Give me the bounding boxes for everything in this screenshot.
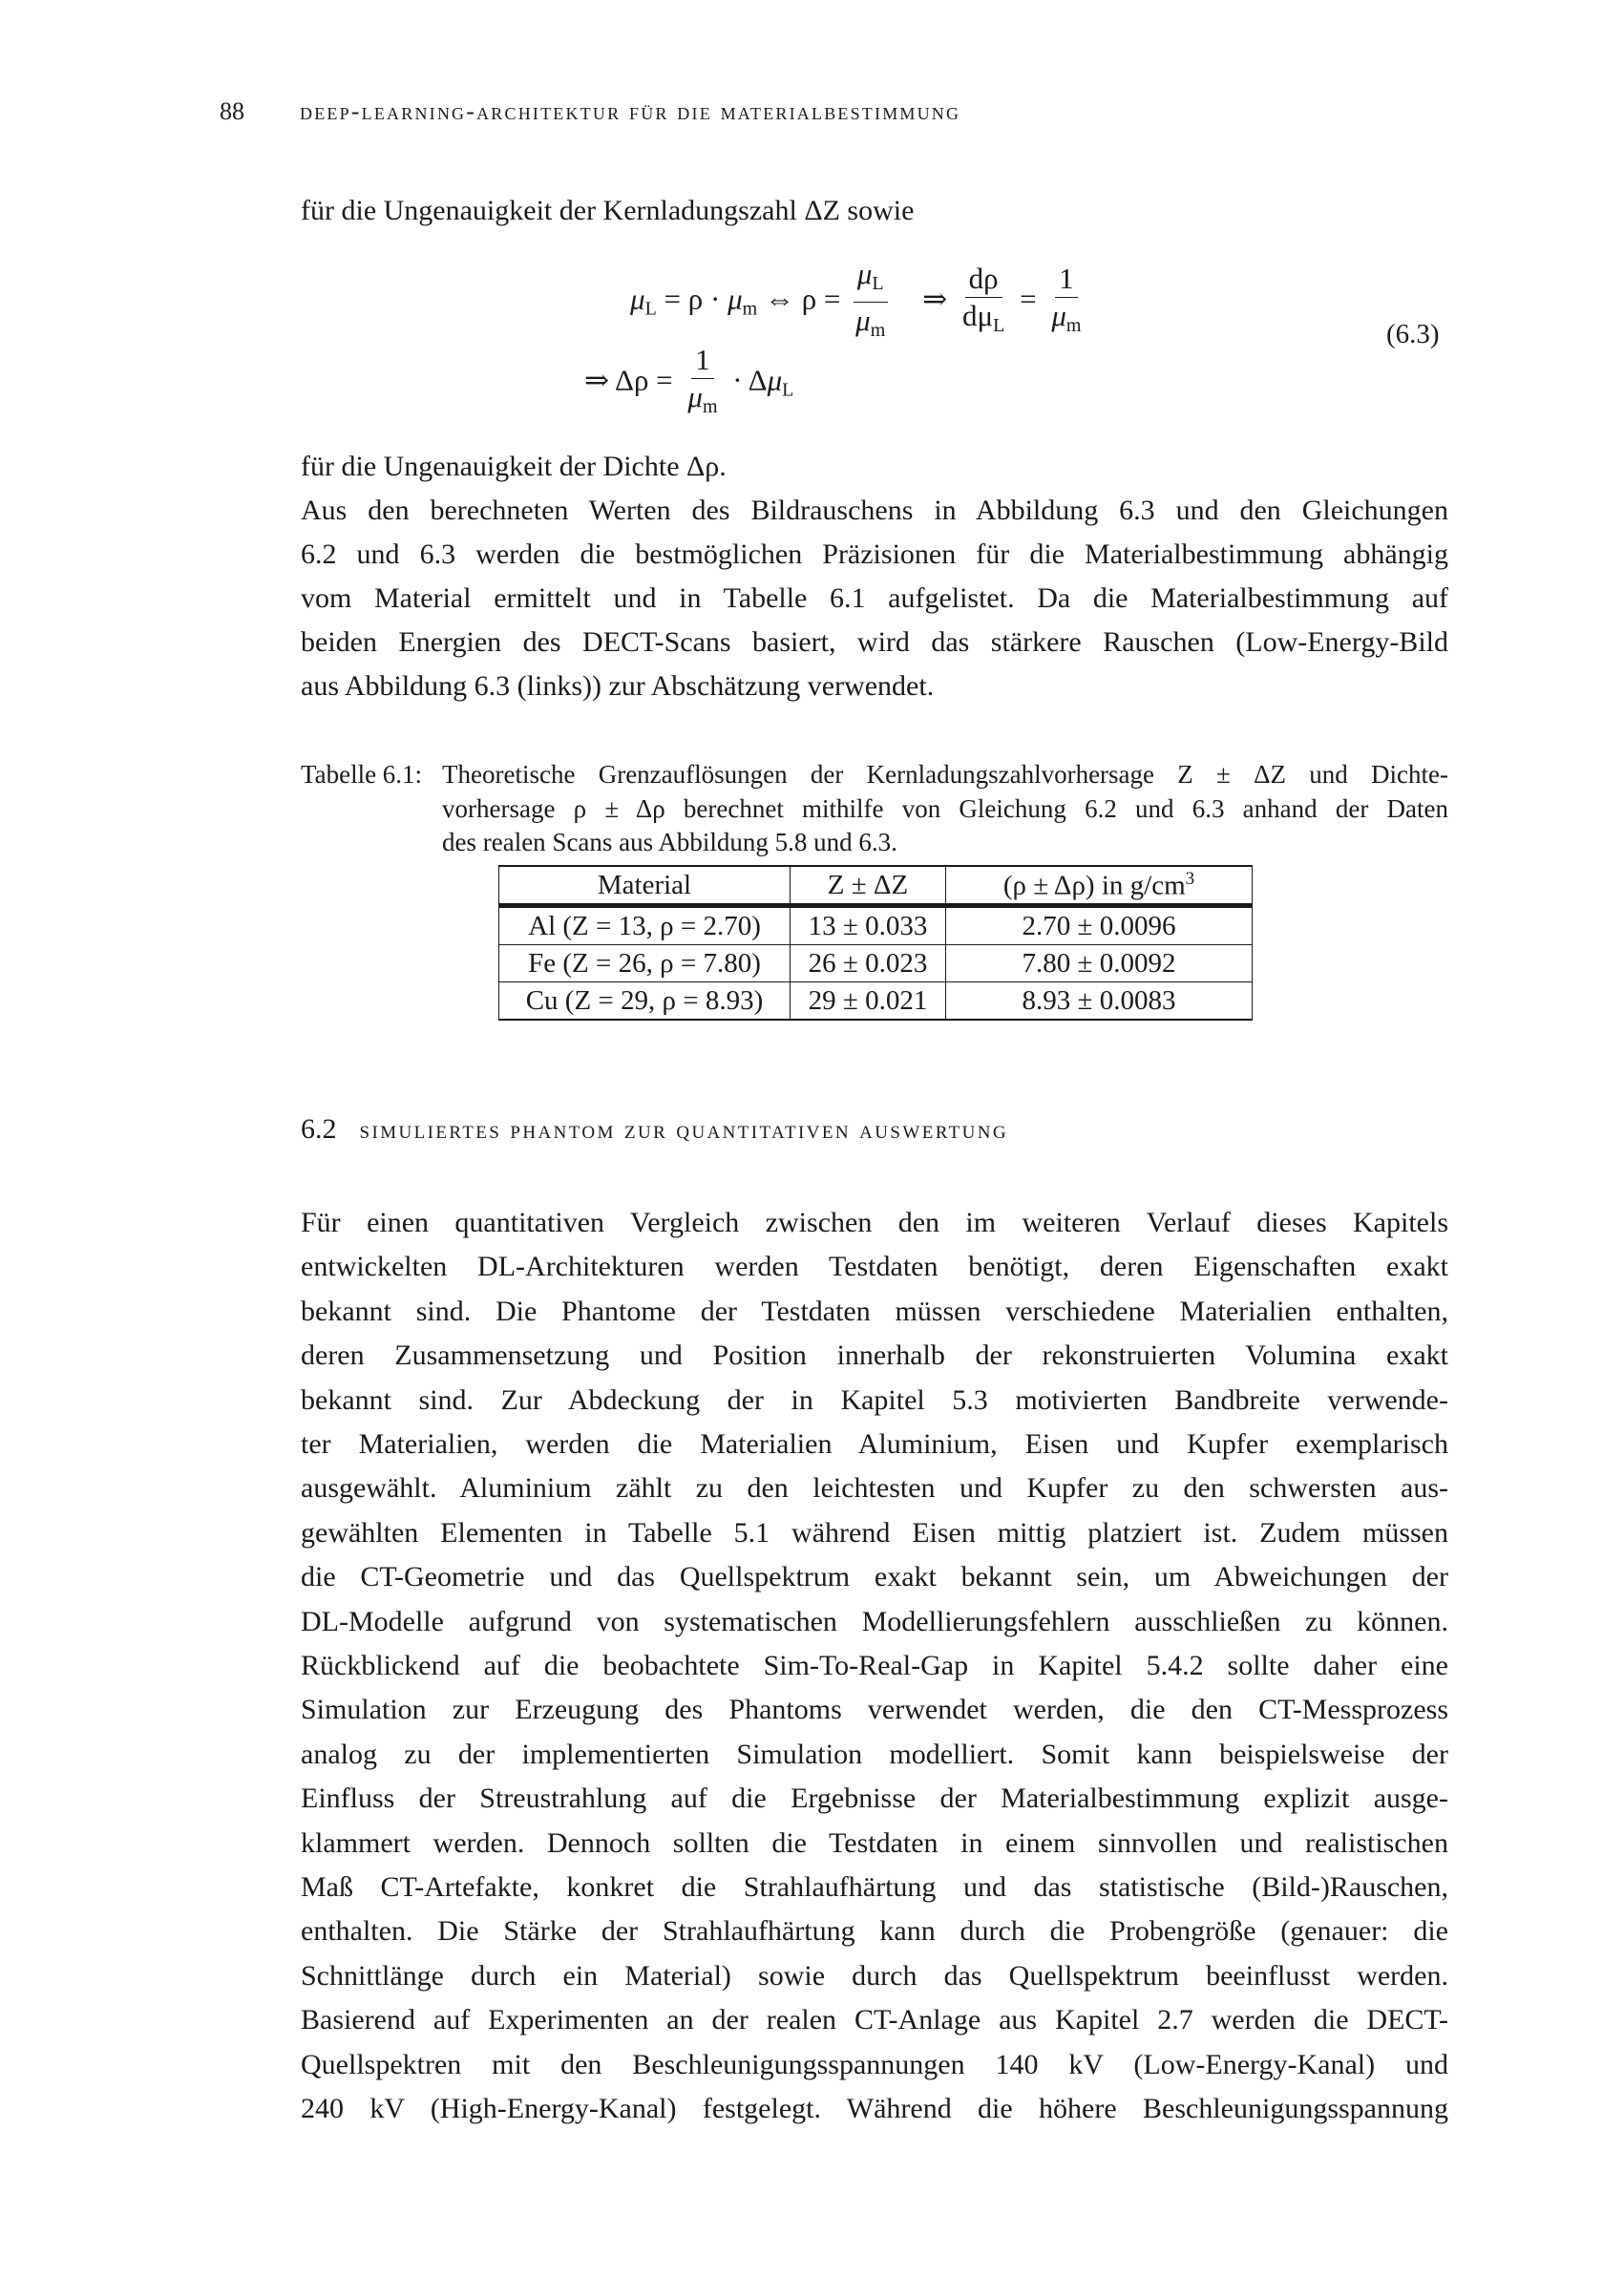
text-line: entwickelten DL-Architekturen werden Testdaten benötigt, deren Eigenschaften exakt bbox=[301, 1251, 1448, 1283]
text-line: enthalten. Die Stärke der Strahlaufhärtung kann durch die Probengröße (genauer: die bbox=[301, 1915, 1448, 1948]
caption-line: vorhersage ρ ± Δρ berechnet mithilfe von Gleichung 6.2 und 6.3 anhand der Daten bbox=[442, 794, 1448, 823]
cell-density: 7.80 ± 0.0092 bbox=[946, 945, 1253, 982]
text-line: ausgewählt. Aluminium zählt zu den leichtesten und Kupfer zu den schwersten aus- bbox=[301, 1472, 1448, 1505]
text-line: 240 kV (High-Energy-Kanal) festgelegt. Während die höhere Beschleunigungsspannung bbox=[301, 2093, 1448, 2124]
page-header bbox=[220, 97, 961, 126]
section-heading bbox=[301, 1113, 1008, 1146]
intro-line: für die Ungenauigkeit der Kernladungszahl ΔZ sowie bbox=[301, 195, 915, 226]
table-row bbox=[499, 906, 1253, 945]
cell-density: 2.70 ± 0.0096 bbox=[946, 906, 1253, 945]
text-line: Aus den berechneten Werten des Bildrauschens in Abbildung 6.3 und den Gleichungen bbox=[301, 495, 1448, 526]
text-line: ter Materialien, werden die Materialien Aluminium, Eisen und Kupfer exemplarisch bbox=[301, 1428, 1448, 1460]
text-line: Schnittlänge durch ein Material) sowie durch das Quellspektrum beeinflusst werden. bbox=[301, 1959, 1448, 1992]
cell-material: Al (Z = 13, ρ = 2.70) bbox=[499, 906, 791, 945]
equation-line-2: ⇒ Δρ = $\frac{1}{\mu_m}$ · $\Delta\mu_L$ bbox=[584, 343, 794, 417]
table-row bbox=[499, 945, 1253, 982]
section-number: 6.2 bbox=[301, 1113, 337, 1145]
text-line: Einfluss der Streustrahlung auf die Ergebnisse der Materialbestimmung explizit ausge- bbox=[301, 1782, 1448, 1815]
text-line: vom Material ermittelt und in Tabelle 6.1 aufgelistet. Da die Materialbestimmung auf bbox=[301, 582, 1448, 614]
text-line: 6.2 und 6.3 werden die bestmöglichen Präzisionen für die Materialbestimmung abhängig bbox=[301, 538, 1448, 570]
header-material: Material bbox=[499, 866, 791, 906]
table-row bbox=[499, 982, 1253, 1021]
caption-line: Theoretische Grenzauflösungen der Kernladungszahlvorhersage Z ± ΔZ und Dichte- bbox=[442, 760, 1448, 789]
running-title: deep-learning-architektur für die materialbestimmung bbox=[300, 97, 961, 125]
equation-line-1: $\mu_L = \rho \cdot \mu_m$ ⇔ ρ = $\frac{\mu_L}{\mu_m}$ ⇒ $\frac{d\rho}{d\mu_L}$ = $\frac{1}{\mu_m}$ bbox=[630, 257, 1082, 341]
cell-z: 29 ± 0.021 bbox=[791, 982, 946, 1021]
text-line: DL-Modelle aufgrund von systematischen Modellierungsfehlern ausschließen zu können. bbox=[301, 1605, 1448, 1637]
text-line: Simulation zur Erzeugung des Phantoms verwendet werden, die den CT-Messprozess bbox=[301, 1694, 1448, 1726]
text-line: Quellspektren mit den Beschleunigungsspannungen 140 kV (Low-Energy-Kanal) und bbox=[301, 2048, 1448, 2080]
caption-label: Tabelle 6.1: bbox=[301, 760, 423, 789]
cell-z: 13 ± 0.033 bbox=[791, 906, 946, 945]
after-equation-line: für die Ungenauigkeit der Dichte Δρ. bbox=[301, 451, 727, 482]
section-title: simuliertes phantom zur quantitativen auswertung bbox=[359, 1115, 1009, 1144]
text-line: Basierend auf Experimenten an der realen CT-Anlage aus Kapitel 2.7 werden die DECT- bbox=[301, 2004, 1448, 2036]
cell-z: 26 ± 0.023 bbox=[791, 945, 946, 982]
text-line: gewählten Elementen in Tabelle 5.1 während Eisen mittig platziert ist. Zudem müssen bbox=[301, 1516, 1448, 1549]
text-line: Für einen quantitativen Vergleich zwischen den im weiteren Verlauf dieses Kapitels bbox=[301, 1207, 1448, 1238]
text-line: Rückblickend auf die beobachtete Sim-To-Real-Gap in Kapitel 5.4.2 sollte daher eine bbox=[301, 1650, 1448, 1681]
cell-material: Fe (Z = 26, ρ = 7.80) bbox=[499, 945, 791, 982]
text-line: die CT-Geometrie und das Quellspektrum exakt bekannt sein, um Abweichungen der bbox=[301, 1561, 1448, 1593]
text-line: bekannt sind. Die Phantome der Testdaten müssen verschiedene Materialien enthalten, bbox=[301, 1295, 1448, 1327]
text-line: klammert werden. Dennoch sollten die Testdaten in einem sinnvollen und realistischen bbox=[301, 1826, 1448, 1859]
text-line: beiden Energien des DECT-Scans basiert, wird das stärkere Rauschen (Low-Energy-Bild bbox=[301, 626, 1448, 658]
text-line: analog zu der implementierten Simulation modelliert. Somit kann beispielsweise der bbox=[301, 1738, 1448, 1770]
text-line: aus Abbildung 6.3 (links)) zur Abschätzung verwendet. bbox=[301, 670, 935, 702]
equation-number: (6.3) bbox=[1386, 319, 1440, 349]
cell-material: Cu (Z = 29, ρ = 8.93) bbox=[499, 982, 791, 1021]
cell-density: 8.93 ± 0.0083 bbox=[946, 982, 1253, 1021]
text-line: deren Zusammensetzung und Position innerhalb der rekonstruierten Volumina exakt bbox=[301, 1339, 1448, 1372]
caption-line: des realen Scans aus Abbildung 5.8 und 6.3. bbox=[442, 828, 897, 856]
results-table bbox=[498, 865, 1253, 1021]
text-line: Maß CT-Artefakte, konkret die Strahlaufhärtung und das statistische (Bild-)Rauschen, bbox=[301, 1871, 1448, 1903]
text-line: bekannt sind. Zur Abdeckung der in Kapitel 5.3 motivierten Bandbreite verwende- bbox=[301, 1383, 1448, 1416]
page-number: 88 bbox=[220, 97, 244, 125]
header-z: Z ± ΔZ bbox=[791, 866, 946, 906]
header-density: (ρ ± Δρ) in $g/cm^3$ bbox=[946, 866, 1253, 906]
